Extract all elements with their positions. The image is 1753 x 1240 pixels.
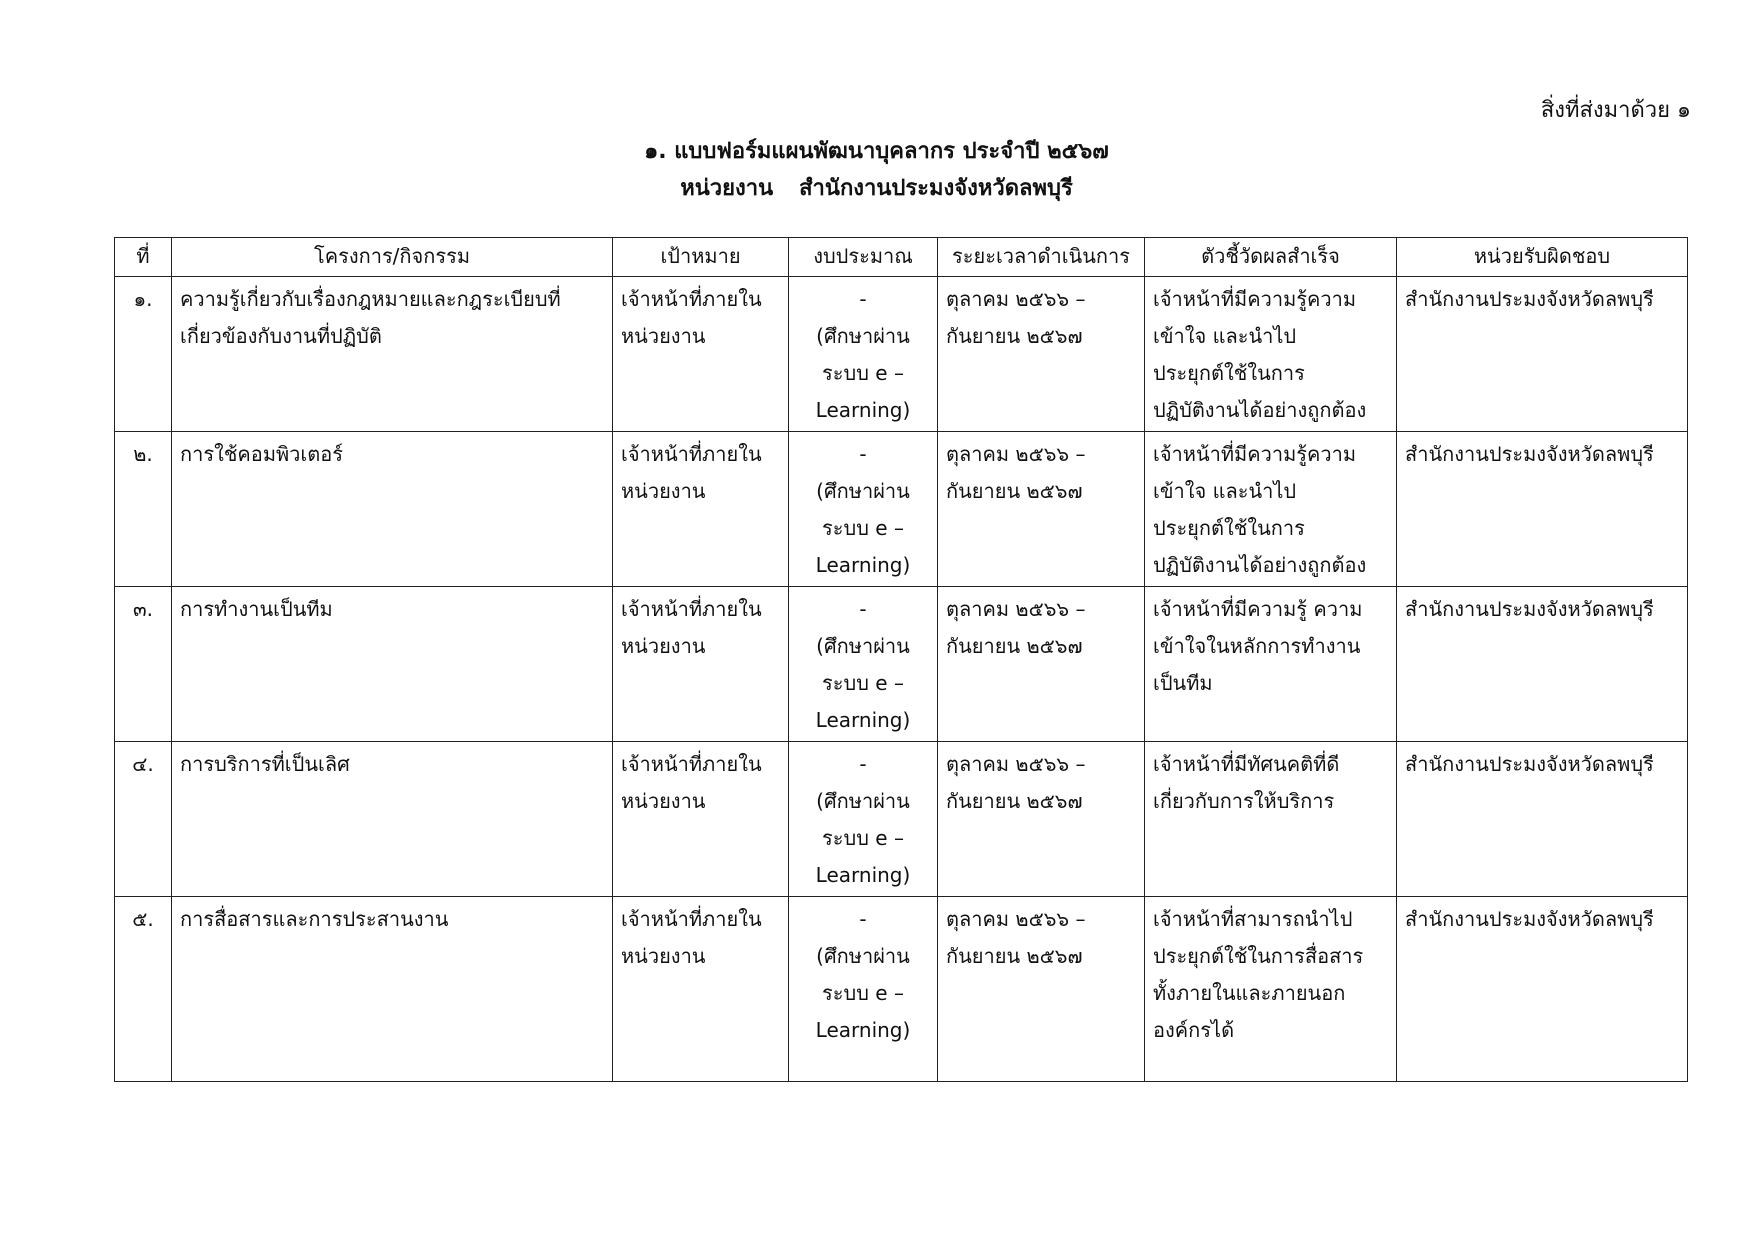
header-project: โครงการ/กิจกรรม xyxy=(172,238,613,277)
cell-target xyxy=(613,587,789,742)
cell-target xyxy=(613,742,789,897)
cell-period-line: กันยายน ๒๕๖๗ xyxy=(946,324,1083,348)
cell-target xyxy=(613,432,789,587)
cell-target-line: เจ้าหน้าที่ภายใน xyxy=(621,442,762,466)
cell-project-line: เกี่ยวข้องกับงานที่ปฏิบัติ xyxy=(180,324,382,348)
cell-target-line: หน่วยงาน xyxy=(621,479,706,503)
cell-period xyxy=(938,277,1145,432)
agency-name: สำนักงานประมงจังหวัดลพบุรี xyxy=(799,176,1073,201)
cell-budget-line: Learning) xyxy=(815,553,911,577)
cell-period-line: ตุลาคม ๒๕๖๖ – xyxy=(946,752,1086,776)
cell-period-line: ตุลาคม ๒๕๖๖ – xyxy=(946,907,1086,931)
cell-responsible: สำนักงานประมงจังหวัดลพบุรี xyxy=(1397,897,1688,1082)
cell-indicator-line: เจ้าหน้าที่มีความรู้ความ xyxy=(1153,287,1357,311)
agency-label: หน่วยงาน xyxy=(680,176,774,201)
table-row xyxy=(115,587,1688,742)
cell-period xyxy=(938,742,1145,897)
cell-project-line: การทำงานเป็นทีม xyxy=(180,597,333,621)
cell-target-line: หน่วยงาน xyxy=(621,324,706,348)
cell-budget-line: - xyxy=(859,442,867,466)
cell-budget-line: - xyxy=(859,752,867,776)
cell-target-line: เจ้าหน้าที่ภายใน xyxy=(621,752,762,776)
cell-indicator-line: เป็นทีม xyxy=(1153,671,1213,695)
cell-project-line: การสื่อสารและการประสานงาน xyxy=(180,907,449,931)
cell-budget-line: ระบบ e – xyxy=(822,361,904,385)
table-header-row xyxy=(115,238,1688,277)
cell-budget-line: Learning) xyxy=(815,863,911,887)
cell-indicator-line: ทั้งภายในและภายนอก xyxy=(1153,981,1346,1005)
cell-budget-line: ระบบ e – xyxy=(822,826,904,850)
cell-no: ๔. xyxy=(115,742,172,897)
cell-indicator-line: ประยุกต์ใช้ในการ xyxy=(1153,516,1305,540)
cell-indicator xyxy=(1145,277,1397,432)
cell-budget-line: Learning) xyxy=(815,1018,911,1042)
cell-budget-line: ระบบ e – xyxy=(822,516,904,540)
cell-target-line: เจ้าหน้าที่ภายใน xyxy=(621,597,762,621)
cell-project xyxy=(172,897,613,1082)
enclosure-label: สิ่งที่ส่งมาด้วย ๑ xyxy=(1540,98,1691,123)
header-period: ระยะเวลาดำเนินการ xyxy=(938,238,1145,277)
cell-budget xyxy=(789,742,938,897)
cell-period-line: กันยายน ๒๕๖๗ xyxy=(946,479,1083,503)
cell-responsible: สำนักงานประมงจังหวัดลพบุรี xyxy=(1397,432,1688,587)
cell-budget-line: ระบบ e – xyxy=(822,671,904,695)
cell-period-line: กันยายน ๒๕๖๗ xyxy=(946,634,1083,658)
cell-budget-line: - xyxy=(859,287,867,311)
cell-target-line: หน่วยงาน xyxy=(621,634,706,658)
table-body xyxy=(115,277,1688,1082)
header-target: เป้าหมาย xyxy=(613,238,789,277)
cell-target-line: หน่วยงาน xyxy=(621,789,706,813)
cell-period xyxy=(938,432,1145,587)
cell-period xyxy=(938,587,1145,742)
cell-indicator xyxy=(1145,897,1397,1082)
cell-period-line: ตุลาคม ๒๕๖๖ – xyxy=(946,287,1086,311)
cell-indicator-line: ปฏิบัติงานได้อย่างถูกต้อง xyxy=(1153,553,1367,577)
cell-budget-line: Learning) xyxy=(815,708,911,732)
cell-budget xyxy=(789,897,938,1082)
table-row xyxy=(115,432,1688,587)
cell-period-line: ตุลาคม ๒๕๖๖ – xyxy=(946,597,1086,621)
form-title: ๑. แบบฟอร์มแผนพัฒนาบุคลากร ประจำปี ๒๕๖๗ xyxy=(644,139,1109,164)
cell-indicator-line: เจ้าหน้าที่มีความรู้ ความ xyxy=(1153,597,1363,621)
cell-indicator xyxy=(1145,432,1397,587)
header-budget: งบประมาณ xyxy=(789,238,938,277)
header-responsible: หน่วยรับผิดชอบ xyxy=(1397,238,1688,277)
cell-budget-line: (ศึกษาผ่าน xyxy=(816,789,910,813)
cell-responsible: สำนักงานประมงจังหวัดลพบุรี xyxy=(1397,742,1688,897)
cell-no: ๕. xyxy=(115,897,172,1082)
header-no: ที่ xyxy=(115,238,172,277)
cell-indicator xyxy=(1145,587,1397,742)
cell-responsible: สำนักงานประมงจังหวัดลพบุรี xyxy=(1397,277,1688,432)
cell-period xyxy=(938,897,1145,1082)
cell-target-line: เจ้าหน้าที่ภายใน xyxy=(621,287,762,311)
cell-project xyxy=(172,432,613,587)
agency-line xyxy=(0,170,1753,205)
table-row xyxy=(115,742,1688,897)
cell-project-line: การบริการที่เป็นเลิศ xyxy=(180,752,350,776)
cell-project-line: การใช้คอมพิวเตอร์ xyxy=(180,442,343,466)
cell-project-line: ความรู้เกี่ยวกับเรื่องกฎหมายและกฎระเบียบที่ xyxy=(180,287,561,311)
cell-indicator-line: เข้าใจ และนำไป xyxy=(1153,324,1297,348)
cell-indicator-line: เกี่ยวกับการให้บริการ xyxy=(1153,789,1335,813)
cell-budget xyxy=(789,587,938,742)
cell-period-line: กันยายน ๒๕๖๗ xyxy=(946,944,1083,968)
cell-indicator-line: เจ้าหน้าที่สามารถนำไป xyxy=(1153,907,1353,931)
cell-no: ๒. xyxy=(115,432,172,587)
cell-indicator-line: เข้าใจในหลักการทำงาน xyxy=(1153,634,1361,658)
cell-budget-line: (ศึกษาผ่าน xyxy=(816,324,910,348)
cell-target xyxy=(613,277,789,432)
cell-indicator-line: ประยุกต์ใช้ในการสื่อสาร xyxy=(1153,944,1364,968)
cell-no: ๓. xyxy=(115,587,172,742)
cell-budget xyxy=(789,432,938,587)
cell-target-line: หน่วยงาน xyxy=(621,944,706,968)
cell-budget-line: - xyxy=(859,907,867,931)
cell-budget-line: (ศึกษาผ่าน xyxy=(816,944,910,968)
cell-budget-line: (ศึกษาผ่าน xyxy=(816,634,910,658)
cell-indicator-line: เข้าใจ และนำไป xyxy=(1153,479,1297,503)
cell-target xyxy=(613,897,789,1082)
cell-project xyxy=(172,587,613,742)
header-indicator: ตัวชี้วัดผลสำเร็จ xyxy=(1145,238,1397,277)
cell-target-line: เจ้าหน้าที่ภายใน xyxy=(621,907,762,931)
development-plan-table xyxy=(114,237,1688,1082)
cell-budget xyxy=(789,277,938,432)
cell-indicator xyxy=(1145,742,1397,897)
cell-indicator-line: เจ้าหน้าที่มีทัศนคติที่ดี xyxy=(1153,752,1340,776)
cell-period-line: กันยายน ๒๕๖๗ xyxy=(946,789,1083,813)
cell-project xyxy=(172,277,613,432)
table-row xyxy=(115,277,1688,432)
cell-indicator-line: ประยุกต์ใช้ในการ xyxy=(1153,361,1305,385)
cell-budget-line: (ศึกษาผ่าน xyxy=(816,479,910,503)
table-row xyxy=(115,897,1688,1082)
cell-responsible: สำนักงานประมงจังหวัดลพบุรี xyxy=(1397,587,1688,742)
cell-budget-line: - xyxy=(859,597,867,621)
cell-indicator-line: ปฏิบัติงานได้อย่างถูกต้อง xyxy=(1153,398,1367,422)
cell-project xyxy=(172,742,613,897)
cell-budget-line: Learning) xyxy=(815,398,911,422)
cell-period-line: ตุลาคม ๒๕๖๖ – xyxy=(946,442,1086,466)
cell-budget-line: ระบบ e – xyxy=(822,981,904,1005)
cell-indicator-line: เจ้าหน้าที่มีความรู้ความ xyxy=(1153,442,1357,466)
cell-indicator-line: องค์กรได้ xyxy=(1153,1018,1235,1042)
cell-no: ๑. xyxy=(115,277,172,432)
